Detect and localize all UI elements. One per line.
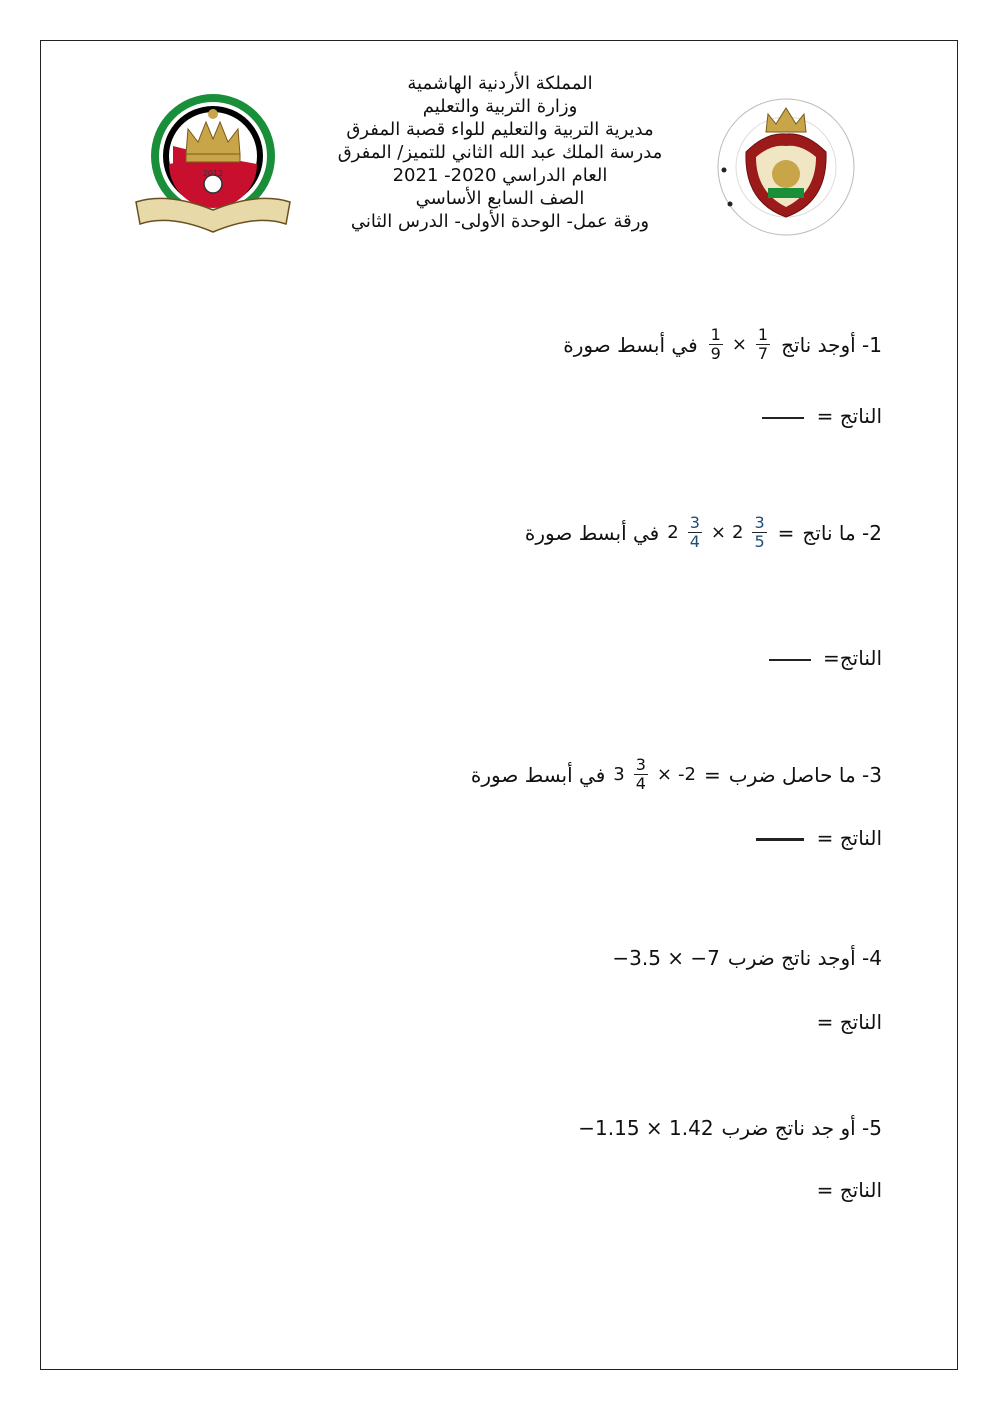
ministry-title: وزارة التربية والتعليم (422, 96, 578, 117)
question-3-equals: = (703, 762, 721, 787)
question-2 (525, 514, 882, 551)
answer-3-label: الناتج = (816, 826, 882, 850)
question-2-expression: 2 $\frac{3}{4}$ × 2 $\frac{3}{5}$ (667, 513, 765, 551)
school-logo (128, 84, 298, 244)
question-5-expression: −1.15 × 1.42 (578, 1116, 714, 1140)
answer-4 (817, 1010, 882, 1034)
question-2-prefix: 2- ما ناتج (802, 520, 882, 545)
question-1 (563, 326, 882, 363)
fraction-1-9: $\frac{1}{9}$ (710, 325, 721, 363)
answer-2-blank[interactable] (769, 659, 811, 661)
answer-2 (769, 646, 882, 670)
question-1-suffix: في أبسط صورة (563, 332, 698, 357)
answer-3-blank[interactable] (756, 838, 804, 841)
academic-year: العام الدراسي 2020- 2021 (392, 165, 608, 186)
question-3-suffix: في أبسط صورة (470, 762, 606, 787)
question-4 (612, 946, 882, 970)
ministry-logo (706, 92, 866, 242)
question-2-suffix: في أبسط صورة (524, 520, 660, 545)
fraction-3-5: $\frac{3}{5}$ (754, 513, 765, 551)
grade-title: الصف السابع الأساسي (415, 188, 585, 209)
answer-1-label: الناتج = (816, 404, 882, 428)
question-5-prefix: 5- أو جد ناتج ضرب (721, 1116, 882, 1140)
question-3 (471, 756, 882, 793)
logo-year: 2012 (202, 169, 224, 178)
question-4-expression: −3.5 × −7 (612, 946, 720, 970)
document-header (300, 72, 700, 233)
worksheet-title: ورقة عمل- الوحدة الأولى- الدرس الثاني (350, 211, 650, 232)
question-3-prefix: 3- ما حاصل ضرب (728, 762, 882, 787)
question-4-prefix: 4- أوجد ناتج ضرب (727, 946, 882, 970)
answer-2-label: الناتج= (822, 646, 882, 670)
answer-5 (817, 1178, 882, 1202)
directorate-title: مديرية التربية والتعليم للواء قصبة المفرق (346, 119, 654, 140)
question-5 (578, 1116, 882, 1140)
question-1-prefix: 1- أوجد ناتج (781, 332, 882, 357)
question-2-equals: = (777, 520, 795, 545)
fraction-1-7: $\frac{1}{7}$ (757, 325, 769, 363)
answer-3 (756, 826, 882, 850)
question-1-expression: $\frac{1}{9}$ × $\frac{1}{7}$ (710, 325, 769, 363)
answer-1-blank[interactable] (762, 417, 804, 419)
fraction-3-4-b: $\frac{3}{4}$ (635, 755, 646, 793)
answer-4-label: الناتج = (816, 1010, 882, 1034)
school-title: مدرسة الملك عبد الله الثاني للتميز/ المفرق (337, 142, 663, 163)
answer-5-label: الناتج = (816, 1178, 882, 1202)
question-3-expression: 3 $\frac{3}{4}$ × -2 (613, 755, 696, 793)
fraction-3-4: $\frac{3}{4}$ (689, 513, 700, 551)
answer-1 (762, 404, 882, 428)
kingdom-title: المملكة الأردنية الهاشمية (407, 73, 593, 94)
